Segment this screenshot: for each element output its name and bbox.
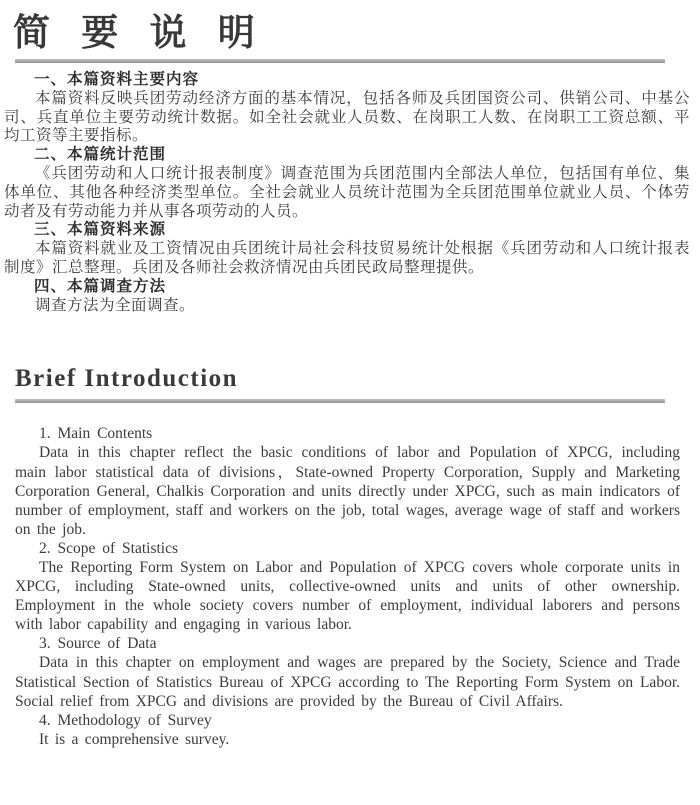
- zh-section-3-body: 本篇资料就业及工资情况由兵团统计局社会科技贸易统计处根据《兵团劳动和人口统计报表制度》汇总整理。兵团及各师社会救济情况由兵团民政局整理提供。: [4, 240, 690, 276]
- en-section-4-body: It is a comprehensive survey.: [39, 730, 230, 748]
- zh-section-1-heading: 一、本篇资料主要内容: [34, 71, 200, 88]
- en-section-1-body: Data in this chapter reflect the basic conditions of labor and Population of XPCG, including main labor statistical data of divisions，State-owned Property Corporation, Supply and Marketing Corporation General, Chalkis Corporation and units directly under XPCG, such as main indicators of number of employment, staff and workers on the job, total wages, average wage of staff and workers on the job.: [15, 444, 680, 538]
- en-section-2-heading: 2. Scope of Statistics: [39, 539, 179, 557]
- en-section-4-heading: 4. Methodology of Survey: [39, 711, 212, 729]
- zh-section-3-heading: 三、本篇资料来源: [34, 221, 167, 239]
- zh-section-4-heading: 四、本篇调查方法: [34, 277, 167, 295]
- en-section-3-heading: 3. Source of Data: [39, 635, 157, 653]
- zh-section-4-body: 调查方法为全面调查。: [35, 296, 196, 314]
- zh-section-2-body: 《兵团劳动和人口统计报表制度》调查范围为兵团范围内全部法人单位，包括国有单位、集体单位、其他各种经济类型单位。全社会就业人员统计范围为全兵团范围单位就业人员、个体劳动者及有劳动能力并从事各项劳动的人员。: [4, 164, 690, 220]
- chinese-title-rule: [15, 59, 665, 63]
- zh-section-1-body: 本篇资料反映兵团劳动经济方面的基本情况，包括各师及兵团国资公司、供销公司、中基公司、兵直单位主要劳动统计数据。如全社会就业人员数、在岗职工人数、在岗职工工资总额、平均工资等主要指标。: [4, 89, 690, 145]
- en-section-1-heading: 1. Main Contents: [39, 425, 153, 443]
- chinese-text-block: [4, 71, 690, 315]
- chinese-title: 简 要 说 明: [13, 13, 266, 54]
- en-section-2-body: The Reporting Form System on Labor and Population of XPCG covers whole corporate units in XPCG, including State-owned units, collective-owned units and units of other ownership. Employment in the whole society covers number of employment, individual laborers and persons with labor capability and engaging in various labor.: [15, 559, 680, 634]
- zh-section-2-heading: 二、本篇统计范围: [34, 146, 167, 164]
- en-section-3-body: Data in this chapter on employment and wages are prepared by the Society, Science and Trade Statistical Section of Statistics Bureau of XPCG according to The Reporting Form System on Labor. Social relief from XPCG and divisions are provided by the Bureau of Civil Affairs.: [15, 654, 680, 710]
- english-title-rule: [15, 399, 665, 403]
- english-title: Brief Introduction: [15, 365, 239, 393]
- english-text-block: [15, 424, 680, 749]
